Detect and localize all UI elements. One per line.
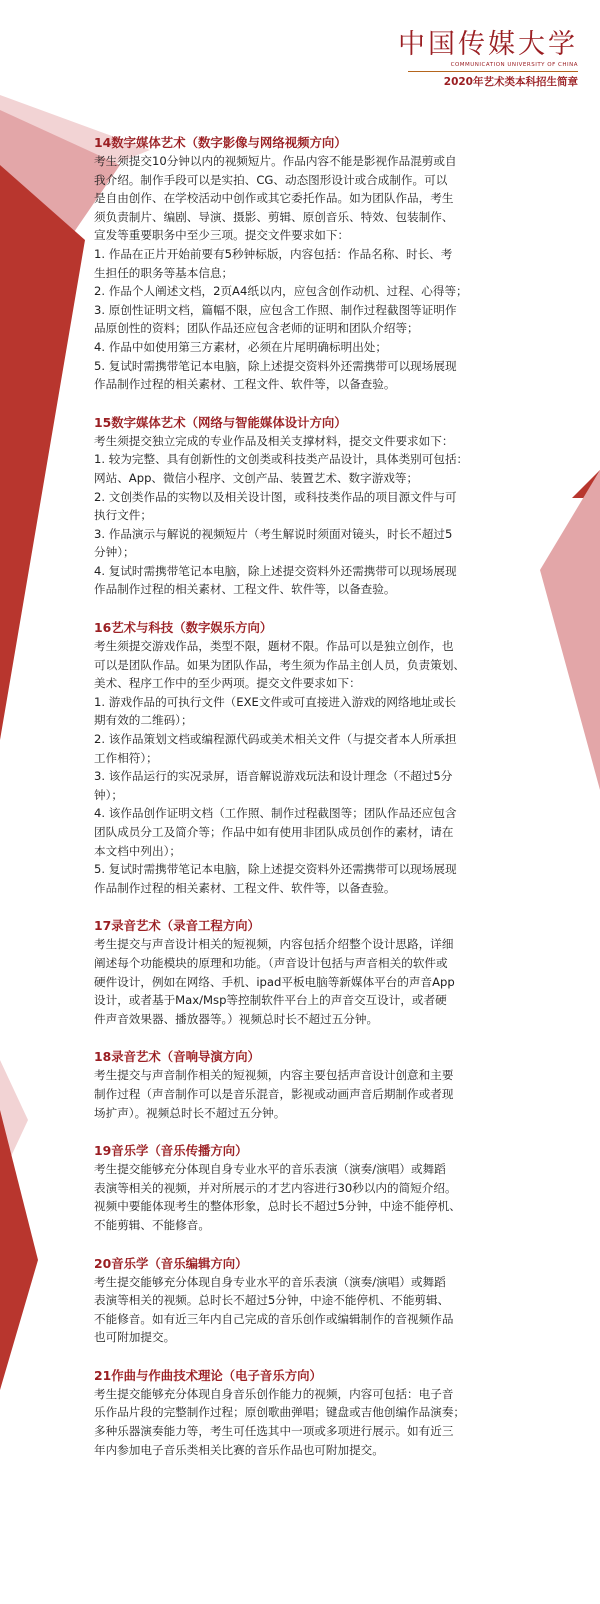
section-3 xyxy=(94,618,526,897)
body-line: 表演等相关的视频，并对所展示的才艺内容进行30秒以内的简短介绍。 xyxy=(94,1180,457,1195)
university-logo-cn: 中国传媒大学 xyxy=(398,29,578,60)
section-title: 15数字媒体艺术（网络与智能媒体设计方向） xyxy=(94,414,347,430)
body-line: 考生须提交10分钟以内的视频短片。作品内容不能是影视作品混剪或自 xyxy=(94,154,457,168)
body-line: 宣发等重要职务中至少三项。提交文件要求如下： xyxy=(94,228,350,243)
body-line: 场扩声）。视频总时长不超过五分钟。 xyxy=(94,1105,286,1120)
body-line: 多种乐器演奏能力等，考生可任选其中一项或多项进行展示。如有近三 xyxy=(94,1424,454,1439)
brochure-subtitle: 2020年艺术类本科招生简章 xyxy=(443,76,578,88)
body-line: 期有效的二维码）； xyxy=(94,713,193,728)
body-line: 3. 该作品运行的实况录屏，语音解说游戏玩法和设计理念（不超过5分 xyxy=(94,769,453,784)
body-line: 不能修音。如有近三年内自己完成的音乐创作或编辑制作的音视频作品 xyxy=(94,1311,454,1326)
body-line: 硬件设计，例如在网络、手机、ipad平板电脑等新媒体平台的声音App xyxy=(94,974,455,989)
section-8 xyxy=(94,1366,526,1459)
body-line: 5. 复试时需携带笔记本电脑，除上述提交资料外还需携带可以现场展现 xyxy=(94,862,457,877)
body-line: 1. 作品在正片开始前要有5秒钟标版，内容包括：作品名称、时长、考 xyxy=(94,246,453,261)
body-line: 表演等相关的视频。总时长不超过5分钟，中途不能停机、不能剪辑、 xyxy=(94,1293,450,1308)
body-line: 是自由创作、在学校活动中创作或其它委托作品。如为团队作品，考生 xyxy=(94,191,454,206)
section-4 xyxy=(94,916,526,1028)
deco-triangle-left-lower-dark xyxy=(0,1110,38,1390)
body-line: 可以是团队作品。如果为团队作品，考生须为作品主创人员，负责策划、 xyxy=(94,657,466,672)
body-line: 品原创性的资料；团队作品还应包含老师的证明和团队介绍等； xyxy=(94,321,419,336)
body-line: 作品制作过程的相关素材、工程文件、软件等，以备查验。 xyxy=(94,582,396,597)
body-line: 考生提交能够充分体现自身专业水平的音乐表演（演奏/演唱）或舞蹈 xyxy=(94,1162,446,1177)
section-title: 18录音艺术（音响导演方向） xyxy=(94,1049,260,1065)
body-line: 生担任的职务等基本信息； xyxy=(94,265,234,280)
body-line: 考生提交与声音制作相关的短视频，内容主要包括声音设计创意和主要 xyxy=(94,1068,454,1083)
body-line: 4. 该作品创作证明文档（工作照、制作过程截图等；团队作品还应包含 xyxy=(94,806,457,821)
body-line: 工作相符）； xyxy=(94,750,158,765)
body-line: 乐作品片段的完整制作过程；原创歌曲弹唱；键盘或吉他创编作品演奏； xyxy=(94,1405,466,1420)
section-7 xyxy=(94,1254,526,1347)
body-line: 视频中要能体现考生的整体形象，总时长不超过5分钟，中途不能停机、 xyxy=(94,1199,461,1214)
body-line: 美术、程序工作中的至少两项。提交文件要求如下： xyxy=(94,676,361,691)
body-line: 钟）； xyxy=(94,787,123,802)
deco-triangle-right-light xyxy=(540,470,600,790)
section-6 xyxy=(94,1141,526,1234)
body-line: 考生须提交独立完成的专业作品及相关支撑材料，提交文件要求如下： xyxy=(94,433,454,448)
body-line: 执行文件； xyxy=(94,508,152,523)
body-line: 本文档中列出）； xyxy=(94,843,181,858)
university-logo-en: COMMUNICATION UNIVERSITY OF CHINA xyxy=(450,62,578,68)
body-line: 5. 复试时需携带笔记本电脑，除上述提交资料外还需携带可以现场展现 xyxy=(94,358,457,373)
body-line: 不能剪辑、不能修音。 xyxy=(94,1217,210,1232)
body-line: 2. 文创类作品的实物以及相关设计图，或科技类作品的项目源文件与可 xyxy=(94,489,457,504)
body-line: 年内参加电子音乐类相关比赛的音乐作品也可附加提交。 xyxy=(94,1442,384,1457)
body-line: 阐述每个功能模块的原理和功能。（声音设计包括与声音相关的软件或 xyxy=(94,955,448,970)
body-line: 分钟）； xyxy=(94,545,135,560)
body-line: 考生提交能够充分体现自身音乐创作能力的视频，内容可包括：电子音 xyxy=(94,1386,454,1401)
section-title: 17录音艺术（录音工程方向） xyxy=(94,918,260,934)
section-title: 20音乐学（音乐编辑方向） xyxy=(94,1255,248,1271)
header-divider xyxy=(408,71,578,72)
body-line: 团队成员分工及简介等；作品中如有使用非团队成员创作的素材，请在 xyxy=(94,825,454,839)
body-line: 4. 作品中如使用第三方素材，必须在片尾明确标明出处； xyxy=(94,339,387,354)
body-line: 我介绍。制作手段可以是实拍、CG、动态图形设计或合成制作。可以 xyxy=(94,172,448,187)
main-content xyxy=(94,133,526,1478)
body-line: 须负责制片、编剧、导演、摄影、剪辑、原创音乐、特效、包装制作、 xyxy=(94,209,454,224)
body-line: 件声音效果器、播放器等。）视频总时长不超过五分钟。 xyxy=(94,1011,379,1026)
body-line: 作品制作过程的相关素材、工程文件、软件等，以备查验。 xyxy=(94,880,396,895)
body-line: 2. 作品个人阐述文档，2页A4纸以内，应包含创作动机、过程、心得等； xyxy=(94,284,468,299)
section-title: 21作曲与作曲技术理论（电子音乐方向） xyxy=(94,1367,322,1383)
section-1 xyxy=(94,133,526,394)
body-line: 1. 较为完整、具有创新性的文创类或科技类产品设计，具体类别可包括： xyxy=(94,452,469,467)
body-line: 也可附加提交。 xyxy=(94,1330,176,1345)
body-line: 4. 复试时需携带笔记本电脑，除上述提交资料外还需携带可以现场展现 xyxy=(94,563,457,578)
section-5 xyxy=(94,1047,526,1122)
body-line: 作品制作过程的相关素材、工程文件、软件等，以备查验。 xyxy=(94,377,396,392)
body-line: 2. 该作品策划文档或编程源代码或美术相关文件（与提交者本人所承担 xyxy=(94,732,457,747)
body-line: 考生提交与声音设计相关的短视频，内容包括介绍整个设计思路，详细 xyxy=(94,937,454,952)
deco-triangle-left-dark xyxy=(0,165,85,740)
body-line: 网站、App、微信小程序、文创产品、装置艺术、数字游戏等； xyxy=(94,470,419,485)
section-2 xyxy=(94,413,526,599)
section-title: 19音乐学（音乐传播方向） xyxy=(94,1143,248,1159)
body-line: 设计，或者基于Max/Msp等控制软件平台上的声音交互设计，或者硬 xyxy=(94,993,447,1008)
body-line: 考生须提交游戏作品，类型不限，题材不限。作品可以是独立创作，也 xyxy=(94,639,454,654)
body-line: 3. 作品演示与解说的视频短片（考生解说时须面对镜头，时长不超过5 xyxy=(94,526,453,541)
header xyxy=(378,30,578,89)
body-line: 制作过程（声音制作可以是音乐混音，影视或动画声音后期制作或者现 xyxy=(94,1086,454,1101)
body-line: 1. 游戏作品的可执行文件（EXE文件或可直接进入游戏的网络地址或长 xyxy=(94,694,456,709)
section-title: 14数字媒体艺术（数字影像与网络视频方向） xyxy=(94,135,347,150)
body-line: 考生提交能够充分体现自身专业水平的音乐表演（演奏/演唱）或舞蹈 xyxy=(94,1274,446,1289)
body-line: 3. 原创性证明文档，篇幅不限，应包含工作照、制作过程截图等证明作 xyxy=(94,302,457,317)
section-title: 16艺术与科技（数字娱乐方向） xyxy=(94,620,273,636)
